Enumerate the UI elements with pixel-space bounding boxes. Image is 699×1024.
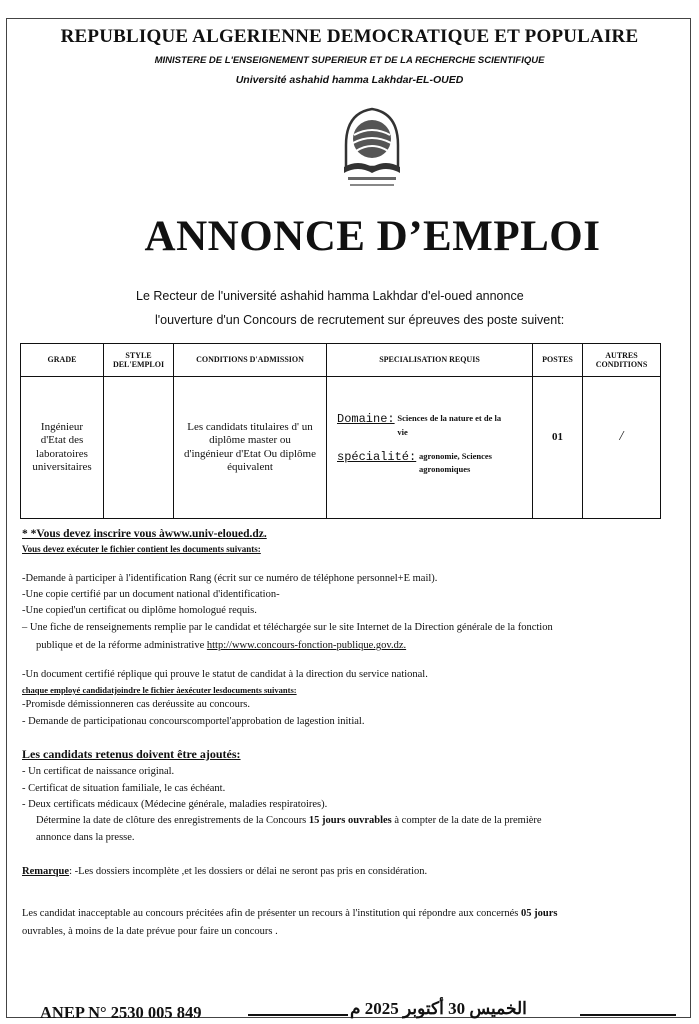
list-item: -Une copie certifié par un document national d'identification- — [22, 589, 280, 600]
specialite-value: agronomie, Sciences agronomiques — [418, 450, 492, 475]
inscription-note: * *Vous devez inscrire vous àwww.univ-eloued.dz. — [22, 528, 267, 540]
concours-link[interactable]: http://www.concours-fonction-publique.gov.dz. — [206, 640, 407, 651]
table-header-row — [21, 344, 661, 377]
university-heading: Université ashahid hamma Lakhdar-EL-OUED — [235, 74, 464, 86]
cloture-text-post: à compter de la date de la première — [391, 815, 542, 826]
cloture-text-pre: Détermine la date de clôture des enregistrements de la Concours — [36, 815, 309, 826]
recours-line-2: ouvrables, à moins de la date prévue pour faire un concours . — [22, 926, 278, 937]
remarque-text: : -Les dossiers incomplète ,et les dossiers or délai ne seront pas pris en considération. — [69, 866, 428, 877]
footer-divider-right — [580, 1014, 676, 1016]
chaque-note: chaque employé candidatjoindre le fichier àexécuter lesdocuments suivants: — [22, 685, 297, 695]
header-autres: AUTRES CONDITIONS — [583, 344, 661, 377]
cloture-line-2: annonce dans la presse. — [36, 832, 135, 843]
publication-date: الخميس 30 أكتوبر 2025 م — [350, 999, 527, 1018]
footer-divider-left — [248, 1014, 348, 1016]
list-item: - Demande de participationau concourscomportel'approbation de lagestion initial. — [22, 716, 365, 727]
service-national-item: -Un document certifié réplique qui prouve le statut de candidat à la direction du service national. — [22, 669, 428, 680]
job-table — [20, 343, 661, 519]
reforme-text: publique et de la réforme administrative — [36, 640, 205, 651]
domaine-value: Sciences de la nature et de la vie — [397, 413, 502, 437]
recours-delay: 05 jours — [520, 908, 558, 919]
list-item: -Demande à participer à l'identification Rang (écrit sur ce numéro de téléphone personnel+E mail). — [22, 573, 438, 584]
cell-autres: / — [583, 377, 661, 519]
cell-postes: 01 — [533, 377, 583, 519]
retenus-heading: Les candidats retenus doivent être ajoutés: — [22, 747, 241, 761]
recours-text-pre: Les candidat inacceptable au concours précitées afin de présenter un recours à l'institution qui répondre aux concernés — [22, 908, 521, 919]
list-item: -Une copied'un certificat ou diplôme homologué requis. — [22, 605, 257, 616]
list-item-continuation — [36, 640, 406, 651]
intro-line-1: Le Recteur de l'université ashahid hamma Lakhdar d'el-oued annonce — [136, 289, 524, 303]
cell-style — [104, 377, 174, 519]
list-item: – Une fiche de renseignements remplie par le candidat et téléchargée sur le site Internet de la Direction générale de la fonction — [22, 622, 553, 633]
header-postes: POSTES — [533, 344, 583, 377]
execute-note: Vous devez exécuter le fichier contient les documents suivants: — [22, 544, 261, 554]
cell-specialisation — [327, 377, 533, 519]
intro-line-2: l'ouverture d'un Concours de recrutement sur épreuves des poste suivent: — [155, 313, 565, 327]
specialite-label: spécialité: — [337, 449, 417, 464]
cell-conditions: Les candidats titulaires d' un diplôme master ou d'ingénieur d'Etat Ou diplôme équivalent — [174, 377, 327, 519]
remarque-label: Remarque — [22, 866, 70, 877]
anep-number: ANEP N° 2530 005 849 — [40, 1003, 202, 1022]
page-title: ANNONCE D’EMPLOI — [144, 213, 601, 260]
ministry-heading: MINISTERE DE L'ENSEIGNEMENT SUPERIEUR ET DE LA RECHERCHE SCIENTIFIQUE — [154, 55, 545, 66]
header-conditions: CONDITIONS D'ADMISSION — [174, 344, 327, 377]
cloture-line-1 — [36, 815, 542, 826]
republic-heading: REPUBLIQUE ALGERIENNE DEMOCRATIQUE ET POPULAIRE — [60, 26, 639, 47]
remarque-line — [22, 866, 427, 877]
list-item: - Deux certificats médicaux (Médecine générale, maladies respiratoires). — [22, 799, 328, 810]
list-item: -Promisde démissionneren cas deréussite au concours. — [22, 699, 251, 710]
header-specialisation: SPECIALISATION REQUIS — [327, 344, 533, 377]
university-logo-icon — [336, 105, 408, 195]
domaine-label: Domaine: — [337, 412, 395, 427]
header-grade: GRADE — [21, 344, 104, 377]
header-style: STYLE DEL'EMPLOI — [104, 344, 174, 377]
cell-grade: Ingénieur d'Etat des laboratoires universitaires — [21, 377, 104, 519]
table-row — [21, 377, 661, 519]
list-item: - Un certificat de naissance original. — [22, 766, 175, 777]
recours-line-1 — [22, 908, 557, 919]
list-item: - Certificat de situation familiale, le cas échéant. — [22, 783, 226, 794]
cloture-delay: 15 jours ouvrables — [308, 815, 392, 826]
